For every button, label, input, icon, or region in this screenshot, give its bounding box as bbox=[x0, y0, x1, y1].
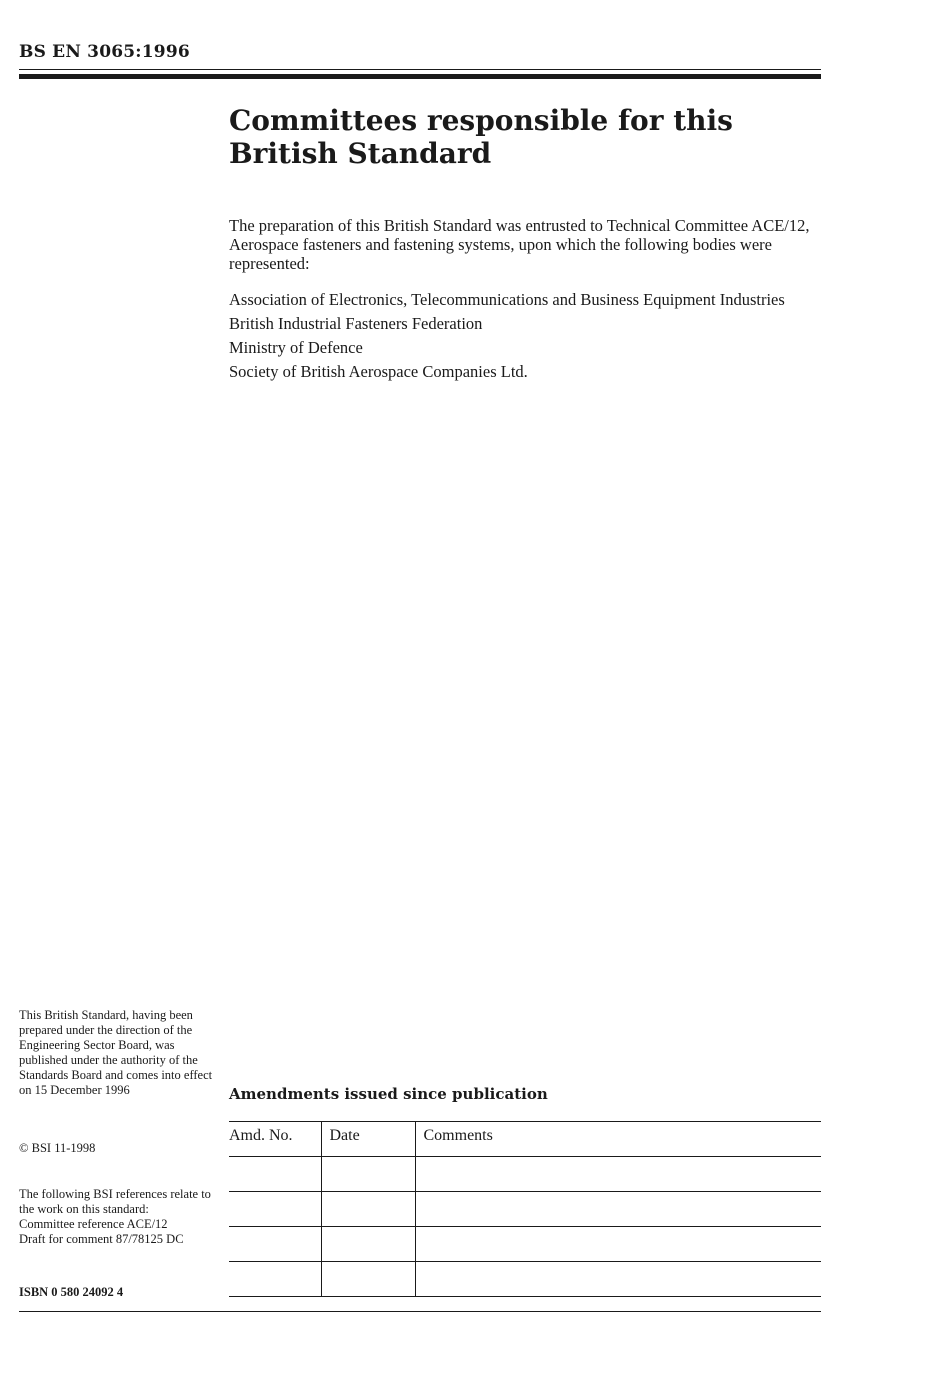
list-item: Association of Electronics, Telecommunications and Business Equipment Industries bbox=[229, 290, 785, 309]
table-cell bbox=[229, 1192, 321, 1227]
table-cell bbox=[229, 1157, 321, 1192]
copyright-note: © BSI 11-1998 bbox=[19, 1141, 96, 1155]
header-rule-thin bbox=[19, 69, 821, 70]
list-item: Society of British Aerospace Companies Ltd. bbox=[229, 362, 528, 381]
table-row bbox=[229, 1192, 821, 1227]
table-cell bbox=[415, 1192, 821, 1227]
amendments-title: Amendments issued since publication bbox=[229, 1085, 548, 1103]
bsi-references bbox=[19, 1187, 219, 1247]
isbn: ISBN 0 580 24092 4 bbox=[19, 1285, 124, 1299]
committee-reference: Committee reference ACE/12 bbox=[19, 1217, 168, 1231]
table-row bbox=[229, 1157, 821, 1192]
table-header-row bbox=[229, 1122, 821, 1157]
table-cell bbox=[321, 1192, 415, 1227]
column-header-date: Date bbox=[321, 1122, 415, 1157]
document-code: BS EN 3065:1996 bbox=[19, 42, 190, 62]
column-header-amd-no: Amd. No. bbox=[229, 1122, 321, 1157]
table-row bbox=[229, 1262, 821, 1297]
table-cell bbox=[321, 1157, 415, 1192]
represented-bodies-list bbox=[229, 290, 824, 386]
title-line-2: British Standard bbox=[229, 137, 492, 170]
table-cell bbox=[229, 1227, 321, 1262]
draft-reference: Draft for comment 87/78125 DC bbox=[19, 1232, 184, 1246]
footer-rule bbox=[19, 1311, 821, 1312]
page-title bbox=[229, 104, 829, 170]
intro-paragraph: The preparation of this British Standard was entrusted to Technical Committee ACE/12, Aerospace fasteners and fastening systems, upon which the following bodies were represented: bbox=[229, 216, 810, 273]
publication-note: This British Standard, having been prepared under the direction of the Engineering Sector Board, was published under the authority of the Standards Board and comes into effect on 15 December 1996 bbox=[19, 1008, 213, 1097]
references-intro: The following BSI references relate to the work on this standard: bbox=[19, 1187, 211, 1216]
column-header-comments: Comments bbox=[415, 1122, 821, 1157]
table-row bbox=[229, 1227, 821, 1262]
list-item: British Industrial Fasteners Federation bbox=[229, 314, 483, 333]
table-cell bbox=[321, 1262, 415, 1297]
amendments-table bbox=[229, 1121, 821, 1297]
table-cell bbox=[229, 1262, 321, 1297]
list-item: Ministry of Defence bbox=[229, 338, 363, 357]
header-rule-thick bbox=[19, 74, 821, 79]
table-cell bbox=[321, 1227, 415, 1262]
table-cell bbox=[415, 1227, 821, 1262]
table-cell bbox=[415, 1262, 821, 1297]
title-line-1: Committees responsible for this bbox=[229, 104, 733, 137]
table-cell bbox=[415, 1157, 821, 1192]
